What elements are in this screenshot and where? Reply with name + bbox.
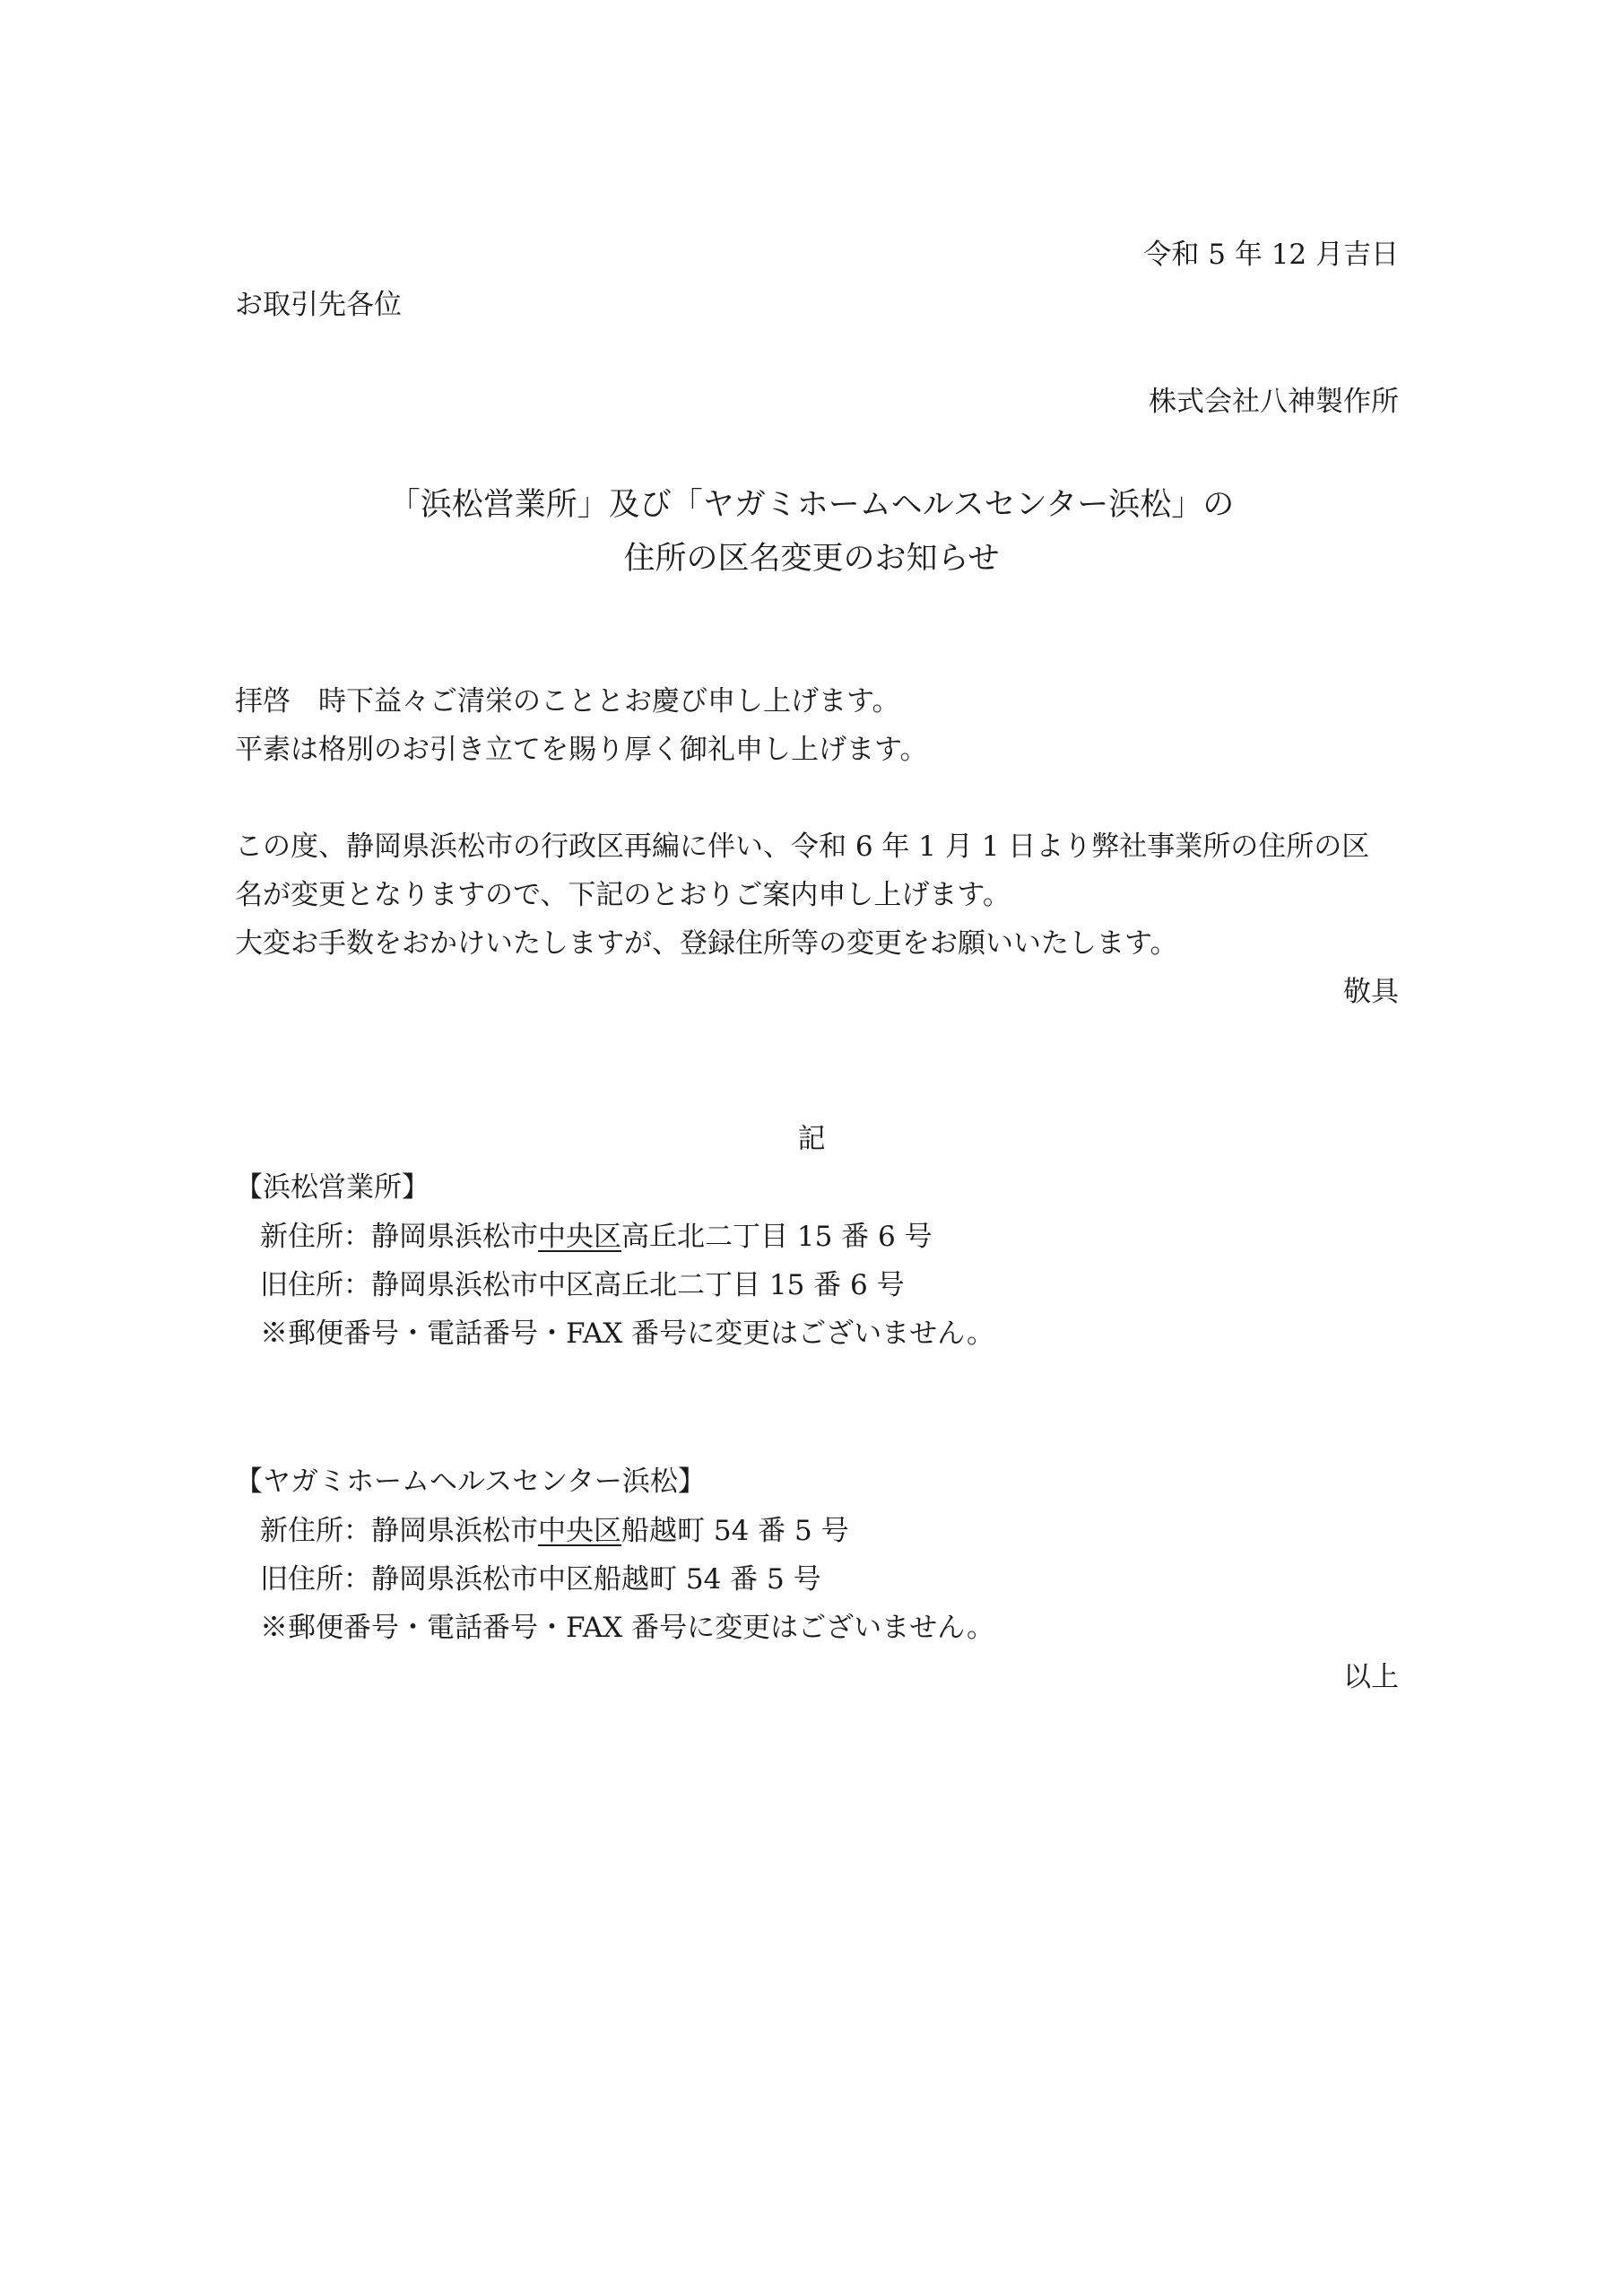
title-line-2: 住所の区名変更のお知らせ (623, 541, 1000, 577)
new-address-label: 新住所：静岡県浜松市 (260, 1221, 538, 1253)
new-address-rest: 高丘北二丁目 15 番 6 号 (621, 1221, 933, 1253)
body-paragraph-line-2: 名が変更となりますので、下記のとおりご案内申し上げます。 (235, 879, 1011, 911)
greeting-line-2: 平素は格別のお引き立てを賜り厚く御礼申し上げます。 (235, 734, 928, 766)
title-line-1: 「浜松営業所」及び「ヤガミホームヘルスセンター浜松」の (388, 487, 1235, 523)
office-1-new-address (260, 1217, 933, 1257)
new-ward-underlined: 中央区 (538, 1515, 621, 1547)
office-2-old-address: 旧住所：静岡県浜松市中区船越町 54 番 5 号 (260, 1563, 821, 1596)
closing-keigu: 敬具 (1343, 976, 1399, 1008)
office-1-old-address: 旧住所：静岡県浜松市中区高丘北二丁目 15 番 6 号 (260, 1269, 905, 1301)
new-address-rest: 船越町 54 番 5 号 (621, 1515, 849, 1547)
date: 令和 5 年 12 月吉日 (1143, 239, 1399, 271)
sender-company: 株式会社八神製作所 (1149, 386, 1399, 418)
ki-heading: 記 (797, 1123, 826, 1155)
body-paragraph-line-1: この度、静岡県浜松市の行政区再編に伴い、令和 6 年 1 月 1 日より弊社事業所の住所の区 (235, 831, 1370, 863)
office-2-note: ※郵便番号・電話番号・FAX 番号に変更はございません。 (260, 1612, 994, 1644)
recipient: お取引先各位 (235, 289, 402, 321)
end-ijo: 以上 (1343, 1661, 1399, 1693)
new-address-label: 新住所：静岡県浜松市 (260, 1515, 538, 1547)
office-2-new-address (260, 1511, 849, 1551)
office-2-heading: 【ヤガミホームヘルスセンター浜松】 (235, 1465, 706, 1498)
body-paragraph-line-3: 大変お手数をおかけいたしますが、登録住所等の変更をお願いいたします。 (235, 927, 1178, 960)
office-1-heading: 【浜松営業所】 (235, 1171, 430, 1204)
new-ward-underlined: 中央区 (538, 1221, 621, 1253)
office-1-note: ※郵便番号・電話番号・FAX 番号に変更はございません。 (260, 1318, 994, 1350)
greeting-line-1: 拝啓 時下益々ご清栄のこととお慶び申し上げます。 (235, 685, 900, 718)
